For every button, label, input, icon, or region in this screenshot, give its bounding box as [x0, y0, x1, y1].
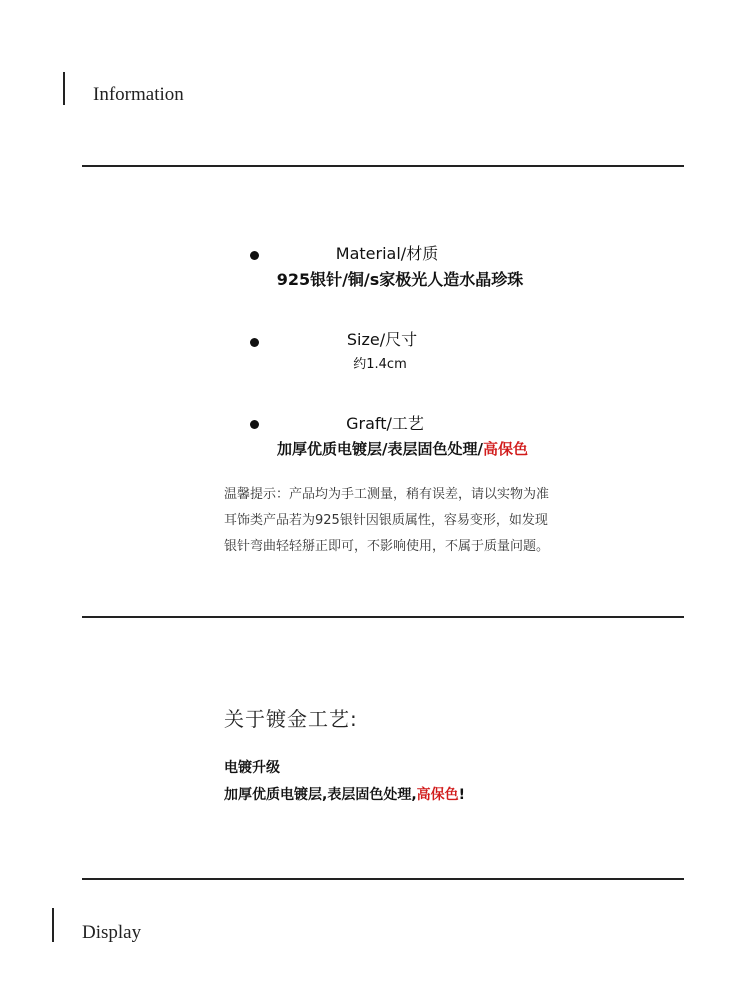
divider-middle	[82, 616, 684, 618]
size-value: 约1.4cm	[353, 357, 407, 372]
care-note-line: 耳饰类产品若为925银针因银质属性，容易变形，如发现	[224, 513, 548, 528]
material-bullet-icon	[250, 251, 259, 260]
care-note	[224, 482, 604, 560]
care-note-line: 银针弯曲轻轻掰正即可，不影响使用，不属于质量问题。	[224, 539, 550, 554]
care-note-line: 温馨提示：产品均为手工测量，稍有误差，请以实物为准	[224, 487, 550, 502]
divider-bottom	[82, 878, 684, 880]
plating-heading: 关于镀金工艺:	[224, 707, 358, 731]
size-label: Size/尺寸	[346, 330, 418, 349]
craft-value-text: 加厚优质电镀层/表层固色处理/	[277, 440, 483, 458]
display-title-bar	[52, 908, 54, 942]
size-bullet-icon	[250, 338, 259, 347]
plating-line-2-suffix: !	[458, 787, 466, 803]
material-label: Material/材质	[335, 244, 439, 263]
information-title-bar	[63, 72, 65, 105]
plating-line-2	[224, 784, 465, 804]
plating-line-2-highlight: 高保色	[416, 787, 459, 803]
craft-label: Graft/工艺	[346, 414, 424, 433]
craft-value	[230, 438, 575, 459]
plating-line-2-text: 加厚优质电镀层,表层固色处理,	[224, 787, 417, 803]
information-title: Information	[93, 84, 184, 105]
divider-top	[82, 165, 684, 167]
craft-bullet-icon	[250, 420, 259, 429]
plating-line-1: 电镀升级	[224, 760, 280, 776]
craft-value-highlight: 高保色	[482, 440, 528, 458]
material-value: 925银针/铜/s家极光人造水晶珍珠	[276, 270, 524, 289]
display-title: Display	[82, 922, 142, 943]
